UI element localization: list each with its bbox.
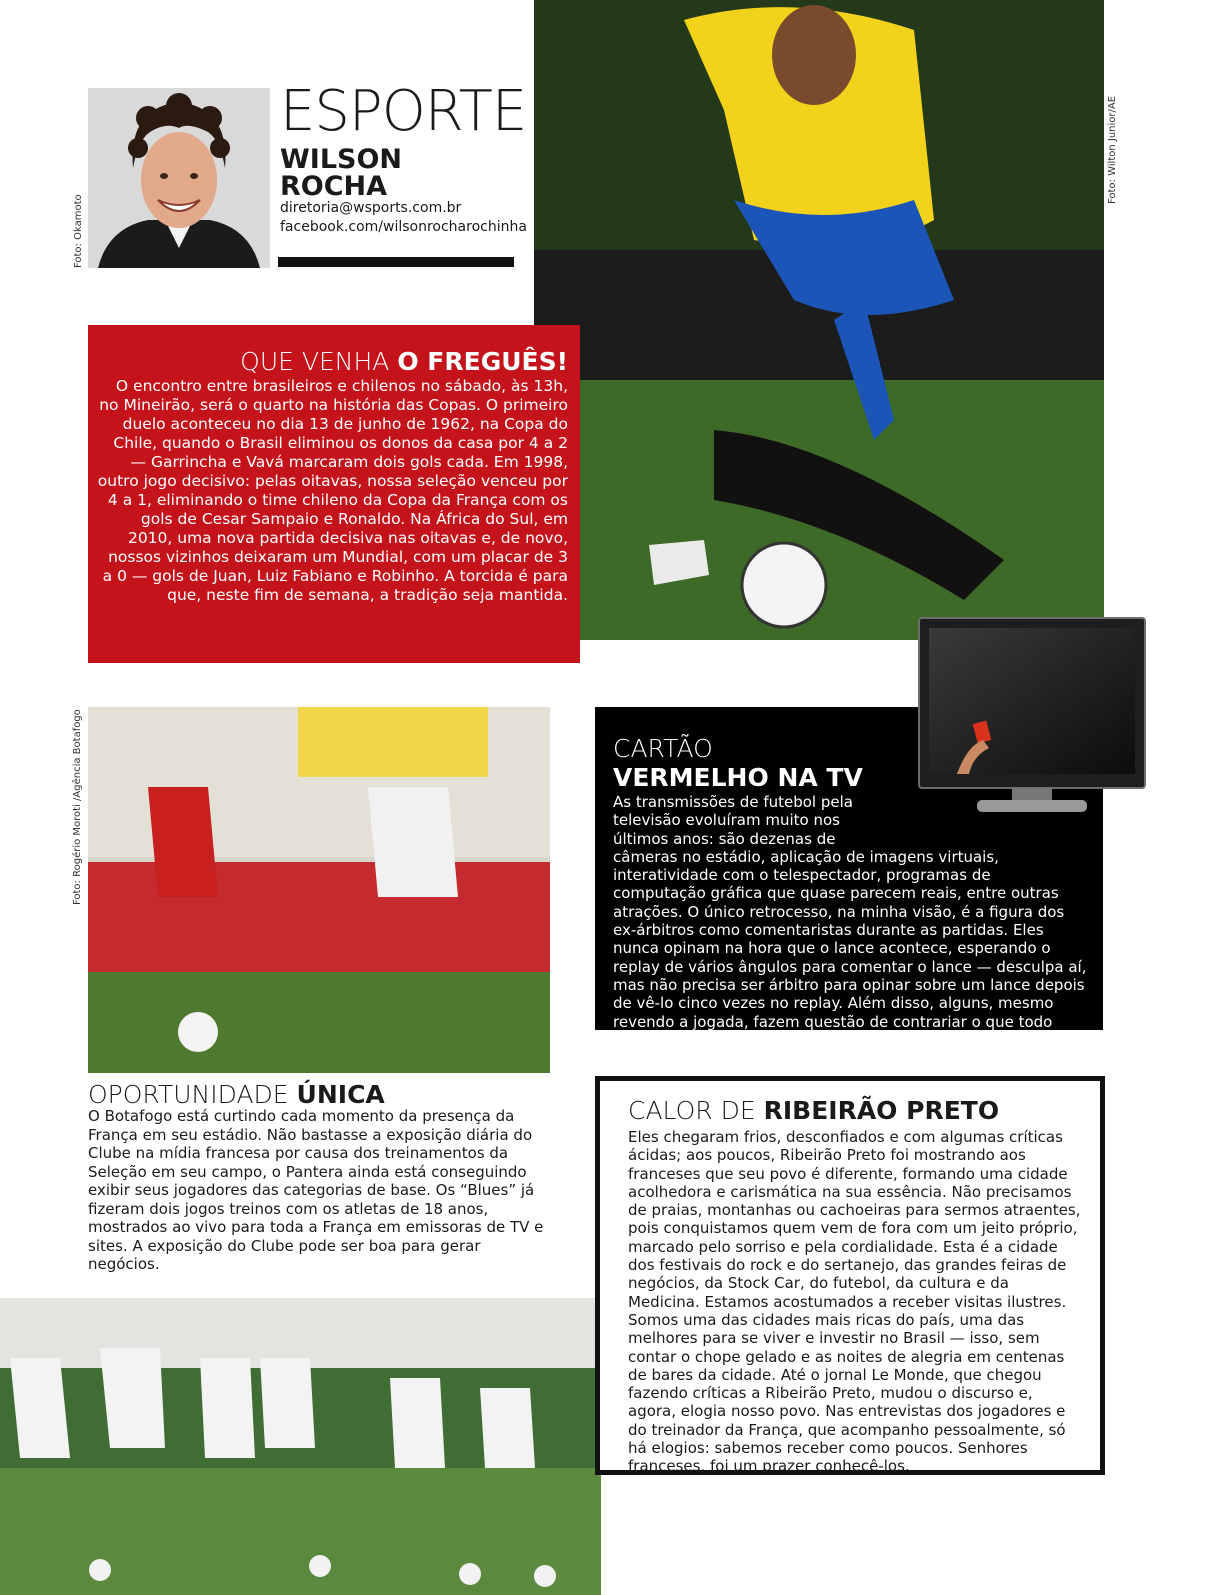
calor-article-title <box>628 1096 999 1125</box>
author-name <box>280 146 500 200</box>
freguês-title-bold: O FREGUÊS! <box>397 347 568 376</box>
author-portrait <box>88 88 270 268</box>
header-divider <box>278 257 514 267</box>
author-portrait-image <box>88 88 270 268</box>
tv-icon <box>917 616 1147 816</box>
author-last-name: ROCHA <box>280 171 388 202</box>
author-contact <box>280 199 527 237</box>
cartao-title-light: CARTÃO <box>613 734 713 763</box>
oportunidade-title-bold: ÚNICA <box>296 1080 385 1109</box>
botafogo-training-photo-image <box>88 707 550 1073</box>
freguês-article-title <box>240 347 568 376</box>
oportunidade-body: O Botafogo está curtindo cada momento da presença da França em seu estádio. Não bastasse a exposição diária do Clube na mídia francesa por causa dos treinamentos da Seleção em seu campo, o Pantera ainda está conseguindo exibir seus jogadores das categorias de base. Os “Blues” já fizeram dois jogos treinos com os atletas de 18 anos, mostrados ao vivo para toda a França em emissoras de TV e sites. A exposição do Clube pode ser boa para gerar negócios. <box>88 1107 544 1273</box>
freguês-title-light: QUE VENHA <box>240 347 398 376</box>
author-email[interactable]: diretoria@wsports.com.br <box>280 200 462 216</box>
france-training-photo <box>0 1298 601 1595</box>
author-facebook[interactable]: facebook.com/wilsonrocharochinha <box>280 219 527 235</box>
tv-illustration <box>917 616 1147 816</box>
freguês-article-box <box>88 325 580 663</box>
calor-article-box <box>595 1076 1105 1475</box>
freguês-article-body: O encontro entre brasileiros e chilenos no sábado, às 13h, no Mineirão, será o quarto na história das Copas. O primeiro duelo aconteceu no dia 13 de junho de 1962, na Copa do Chile, quando o Brasil eliminou os donos da casa por 4 a 2 — Garrincha e Vavá marcaram dois gols cada. Em 1998, outro jogo decisivo: pelas oitavas, nossa seleção venceu por 4 a 1, eliminando o time chileno da Copa da França com os gols de Cesar Sampaio e Ronaldo. Na África do Sul, em 2010, uma nova partida decisiva nas oitavas e, de novo, nossos vizinhos deixaram um Mundial, com um placar de 3 a 0 — gols de Juan, Luiz Fabiano e Robinho. A torcida é para que, neste fim de semana, a tradição seja mantida. <box>97 377 568 604</box>
botafogo-training-photo <box>88 707 550 1073</box>
section-title: ESPORTE <box>280 79 527 144</box>
cartao-article-body <box>613 793 1087 1049</box>
hero-photo-credit: Foto: Wilton Junior/AE <box>1107 95 1118 204</box>
calor-article-body: Eles chegaram frios, desconfiados e com algumas críticas ácidas; aos poucos, Ribeirão Preto foi mostrando aos franceses que seu povo é diferente, formando uma cidade acolhedora e carismática na sua essência. Não precisamos de praias, montanhas ou cachoeiras para sermos atraentes, pois conquistamos quem vem de fora com um jeito próprio, marcado pelo sorriso e pela cordialidade. Esta é a cidade dos festivais do rock e do sertanejo, das grandes feiras de negócios, da Stock Car, do futebol, da cultura e da Medicina. Estamos acostumados a receber visitas ilustres. Somos uma das cidades mais ricas do país, uma das melhores para se viver e investir no Brasil — isso, sem contar o chope gelado e as noites de alegria em centenas de bares da cidade. Até o jornal Le Monde, que chegou fazendo críticas a Ribeirão Preto, mudou o discurso e, agora, elogia nosso povo. Nas entrevistas dos jogadores e do treinador da França, que acompanho pessoalmente, só há elogios: sabemos receber como poucos. Senhores franceses, foi um prazer conhecê-los. <box>628 1128 1081 1476</box>
calor-title-bold: RIBEIRÃO PRETO <box>763 1096 1000 1125</box>
author-first-name: WILSON <box>280 144 403 175</box>
botafogo-photo-credit: Foto: Rogério Moroti /Agência Botafogo <box>72 709 83 905</box>
cartao-body-text: As transmissões de futebol pela televisão evoluíram muito nos últimos anos: são dezenas de câmeras no estádio, aplicação de imagens virtuais, interatividade com o telespectador, programas de computação gráfica que quase parecem reais, entre outras atrações. O único retrocesso, na minha visão, é a figura dos ex-árbitros como comentaristas durante as partidas. Eles nunca opinam na hora que o lance acontece, esperando o replay de vários ângulos para comentar o lance — desculpa aí, mas não precisa ser árbitro para opinar sobre um lance depois de vê-lo cinco vezes no replay. Além disso, alguns, mesmo revendo a jogada, fazem questão de contrariar o que todo mundo vê. Cartão vermelho para os árbitros na TV. <box>613 793 1087 1049</box>
oportunidade-title <box>88 1080 385 1109</box>
france-training-photo-image <box>0 1298 601 1595</box>
calor-title-light: CALOR DE <box>628 1096 764 1125</box>
hero-photo-image <box>534 0 1104 640</box>
hero-photo <box>534 0 1104 640</box>
oportunidade-title-light: OPORTUNIDADE <box>88 1080 297 1109</box>
portrait-photo-credit: Foto: Okamoto <box>73 194 84 268</box>
cartao-title-bold: VERMELHO NA TV <box>613 763 863 792</box>
